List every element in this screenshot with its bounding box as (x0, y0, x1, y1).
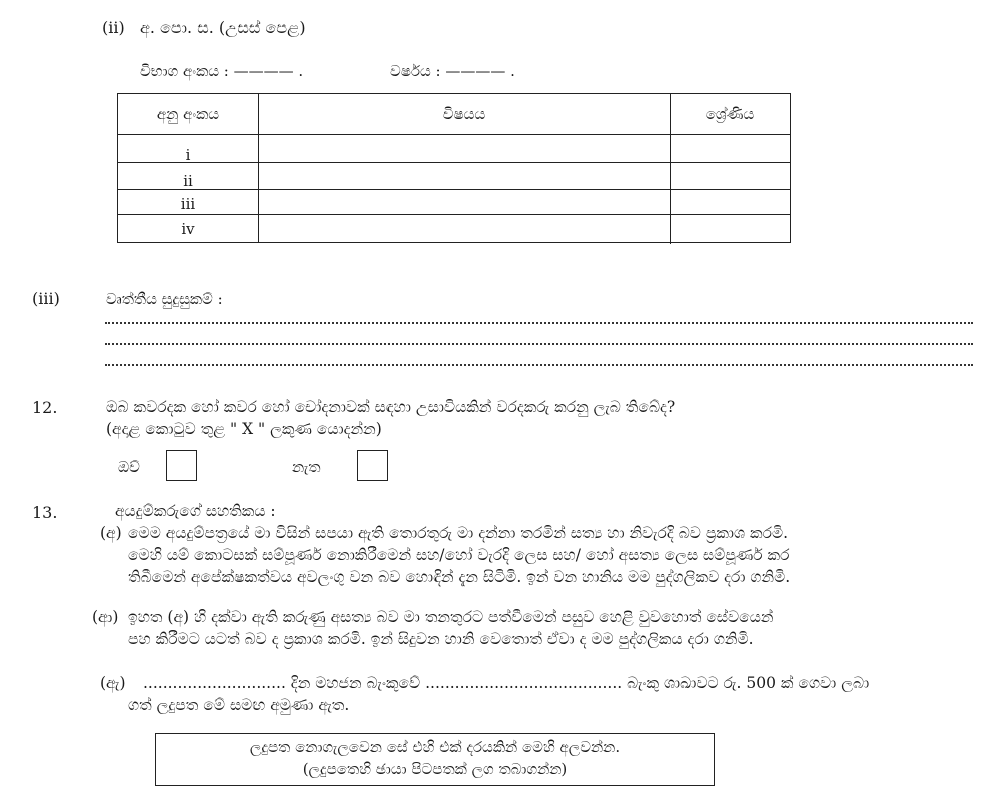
clause-a-line: මෙම අයදුම්පත්‍රයේ මා විසින් සපයා ඇති තොරතුරු මා දන්නා තරමින් සත්‍ය හා නිවැරදි බව ප්‍රකාශ කරමි. (128, 524, 789, 542)
question-12-instruction: (අදාළ කොටුව තුළ " X " ලකුණ යොදන්න) (106, 420, 382, 438)
table-row: iv (181, 220, 195, 238)
professional-qualifications-label: වෘත්තීය සුදුසුකම් : (106, 290, 223, 308)
header-grade: ශ්‍රේණිය (705, 105, 755, 123)
clause-ae-line: ගත් ලදුපත මේ සමඟ අමුණා ඇත. (128, 696, 350, 714)
table-row: ii (183, 172, 193, 190)
receipt-attach-box (155, 733, 715, 786)
no-label: නැත (292, 458, 321, 476)
yes-label: ඔව් (118, 458, 140, 476)
year-label: වර්ෂය : ———— . (390, 62, 515, 80)
section-ii-heading: අ. පො. ස. (උසස් පෙළ) (140, 18, 306, 37)
yes-checkbox[interactable] (166, 450, 197, 481)
clause-a-marker: (අ) (100, 524, 122, 542)
receipt-note-line: (ලදුපතෙහි ඡායා පිටපතක් ලග තබාගන්න) (302, 760, 568, 778)
section-ii-number: (ii) (102, 18, 125, 37)
question-13-number: 13. (32, 503, 58, 522)
question-12-text: ඔබ කවරදක හෝ කවර හෝ චෝදනාවක් සඳහා උසාවියකින් වරදකරු කරනු ලැබ තිබේද? (106, 398, 676, 416)
clause-aa-line: ඉහත (අ) හි දක්වා ඇති කරුණු අසත්‍ය බව මා තනතුරට පත්වීමෙන් පසුව හෙළි වුවහොත් සේවයෙන් (128, 608, 774, 626)
section-iii-number: (iii) (32, 289, 60, 308)
receipt-note-line: ලදුපත නොගැලවෙන සේ එහි එක් දරයකින් මෙහි අලවන්න. (249, 738, 621, 756)
clause-a-line: තිබීමෙන් අපේක්ෂකත්වය අවලංගු වන බව හොඳින් දැන සිටිමි. ඉන් වන හානිය මම පුද්ගලිකව දරා ගනිමි. (128, 568, 791, 586)
clause-ae-marker: (ඇ) (100, 674, 126, 692)
answer-line[interactable] (105, 322, 973, 328)
exam-index-label: විභාග අංකය : ———— . (140, 62, 304, 80)
row-divider (118, 134, 790, 135)
applicant-certificate-title: අයදුම්කරුගේ සහතිකය : (115, 502, 276, 520)
header-subject: විෂයය (442, 105, 486, 123)
row-divider (118, 214, 790, 215)
clause-a-line: මෙහි යම් කොටසක් සම්පූර්ණ නොකිරීමෙන් සහ/හෝ වැරදි ලෙස සහ/ හෝ අසත්‍ය ලෙස සම්පූර්ණ කර (128, 546, 790, 564)
question-12-number: 12. (32, 398, 58, 417)
answer-line[interactable] (105, 343, 973, 349)
clause-aa-line: පහ කිරීමට යටත් බව ද ප්‍රකාශ කරමි. ඉන් සිදුවන හානි වෙතොත් ඒවා ද මම පුද්ගලිකය දරා ගනිමි. (128, 630, 754, 648)
answer-line[interactable] (105, 364, 973, 370)
header-serial: අනු අංකය (156, 105, 220, 123)
clause-ae-line: ............................. දින මහජන බැංකුවේ ........................................ බැංකු ශාඛාවට රු. 500 ක් ගෙවා ලබා (143, 674, 870, 692)
results-table (117, 93, 791, 243)
no-checkbox[interactable] (357, 450, 388, 481)
clause-aa-marker: (ආ) (92, 608, 119, 626)
table-row: iii (180, 195, 196, 213)
table-row: i (185, 146, 191, 164)
